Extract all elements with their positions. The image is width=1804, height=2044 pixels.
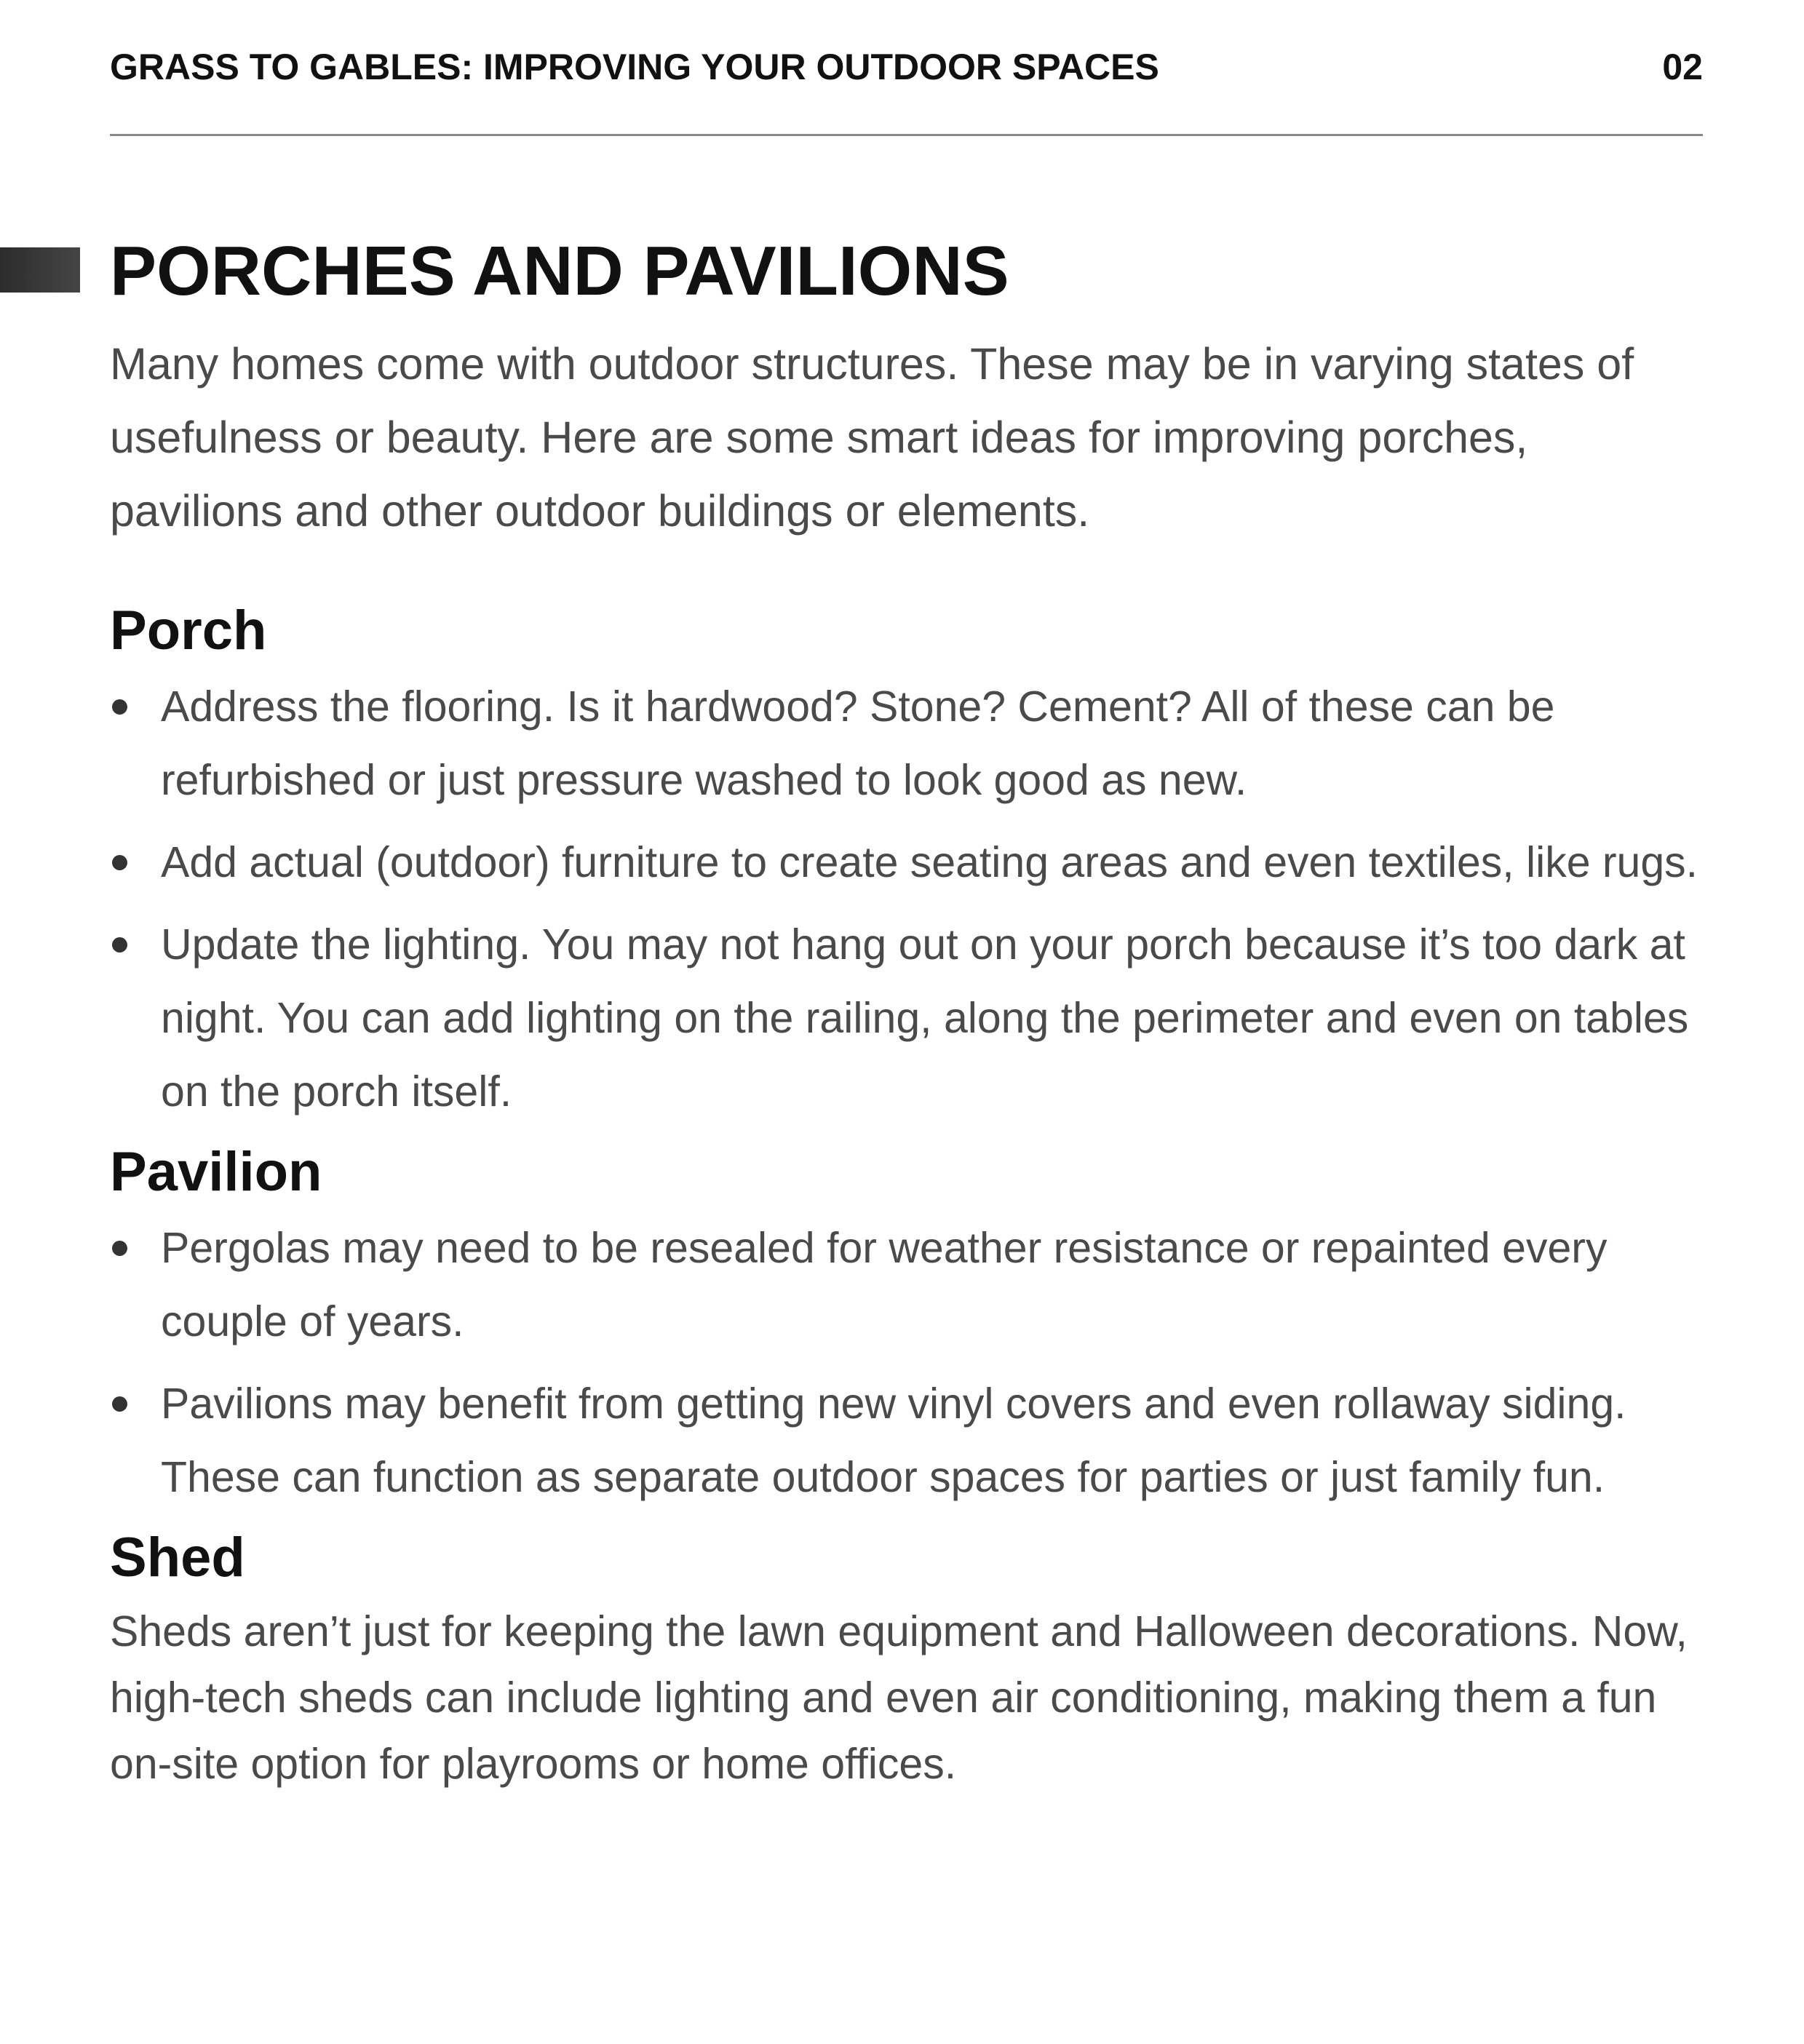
running-header: [110, 47, 1703, 87]
pavilion-heading: Pavilion: [110, 1141, 322, 1203]
section-marker: [0, 247, 80, 293]
bullet-icon: [112, 855, 127, 870]
section-title: PORCHES AND PAVILIONS: [110, 232, 1009, 310]
page-number: 02: [1662, 47, 1703, 87]
header-divider: [110, 134, 1703, 136]
list-item: [110, 670, 1711, 817]
porch-heading: Porch: [110, 600, 267, 661]
list-item-text: Address the flooring. Is it hardwood? Stone? Cement? All of these can be refurbished or just pressure washed to look good as new.: [161, 683, 1555, 804]
list-item: [110, 1367, 1711, 1514]
pavilion-list: [110, 1212, 1711, 1514]
shed-heading: Shed: [110, 1527, 245, 1588]
intro-paragraph: Many homes come with outdoor structures. These may be in varying states of usefulness or beauty. Here are some smart ideas for improving porches, pavilions and other outdoor buildings or elements.: [110, 339, 1634, 536]
list-item-text: Add actual (outdoor) furniture to create seating areas and even textiles, like rugs.: [161, 838, 1698, 886]
document-title: GRASS TO GABLES: IMPROVING YOUR OUTDOOR SPACES: [110, 47, 1159, 87]
bullet-icon: [112, 1396, 127, 1412]
bullet-icon: [112, 937, 127, 953]
porch-list: [110, 670, 1711, 1129]
bullet-icon: [112, 699, 127, 715]
list-item: [110, 908, 1711, 1129]
list-item: [110, 1212, 1711, 1359]
list-item: [110, 826, 1711, 899]
list-item-text: Pergolas may need to be resealed for weather resistance or repainted every couple of years.: [161, 1224, 1608, 1345]
list-item-text: Pavilions may benefit from getting new vinyl covers and even rollaway siding. These can function as separate outdoor spaces for parties or just family fun.: [161, 1380, 1626, 1501]
bullet-icon: [112, 1241, 127, 1256]
list-item-text: Update the lighting. You may not hang out on your porch because it’s too dark at night. You can add lighting on the railing, along the perimeter and even on tables on the porch itself.: [161, 920, 1689, 1116]
shed-paragraph: Sheds aren’t just for keeping the lawn equipment and Halloween decorations. Now, high-tech sheds can include lighting and even air conditioning, making them a fun on-site option for playrooms or home offices.: [110, 1607, 1688, 1788]
main-content: [110, 327, 1711, 1797]
